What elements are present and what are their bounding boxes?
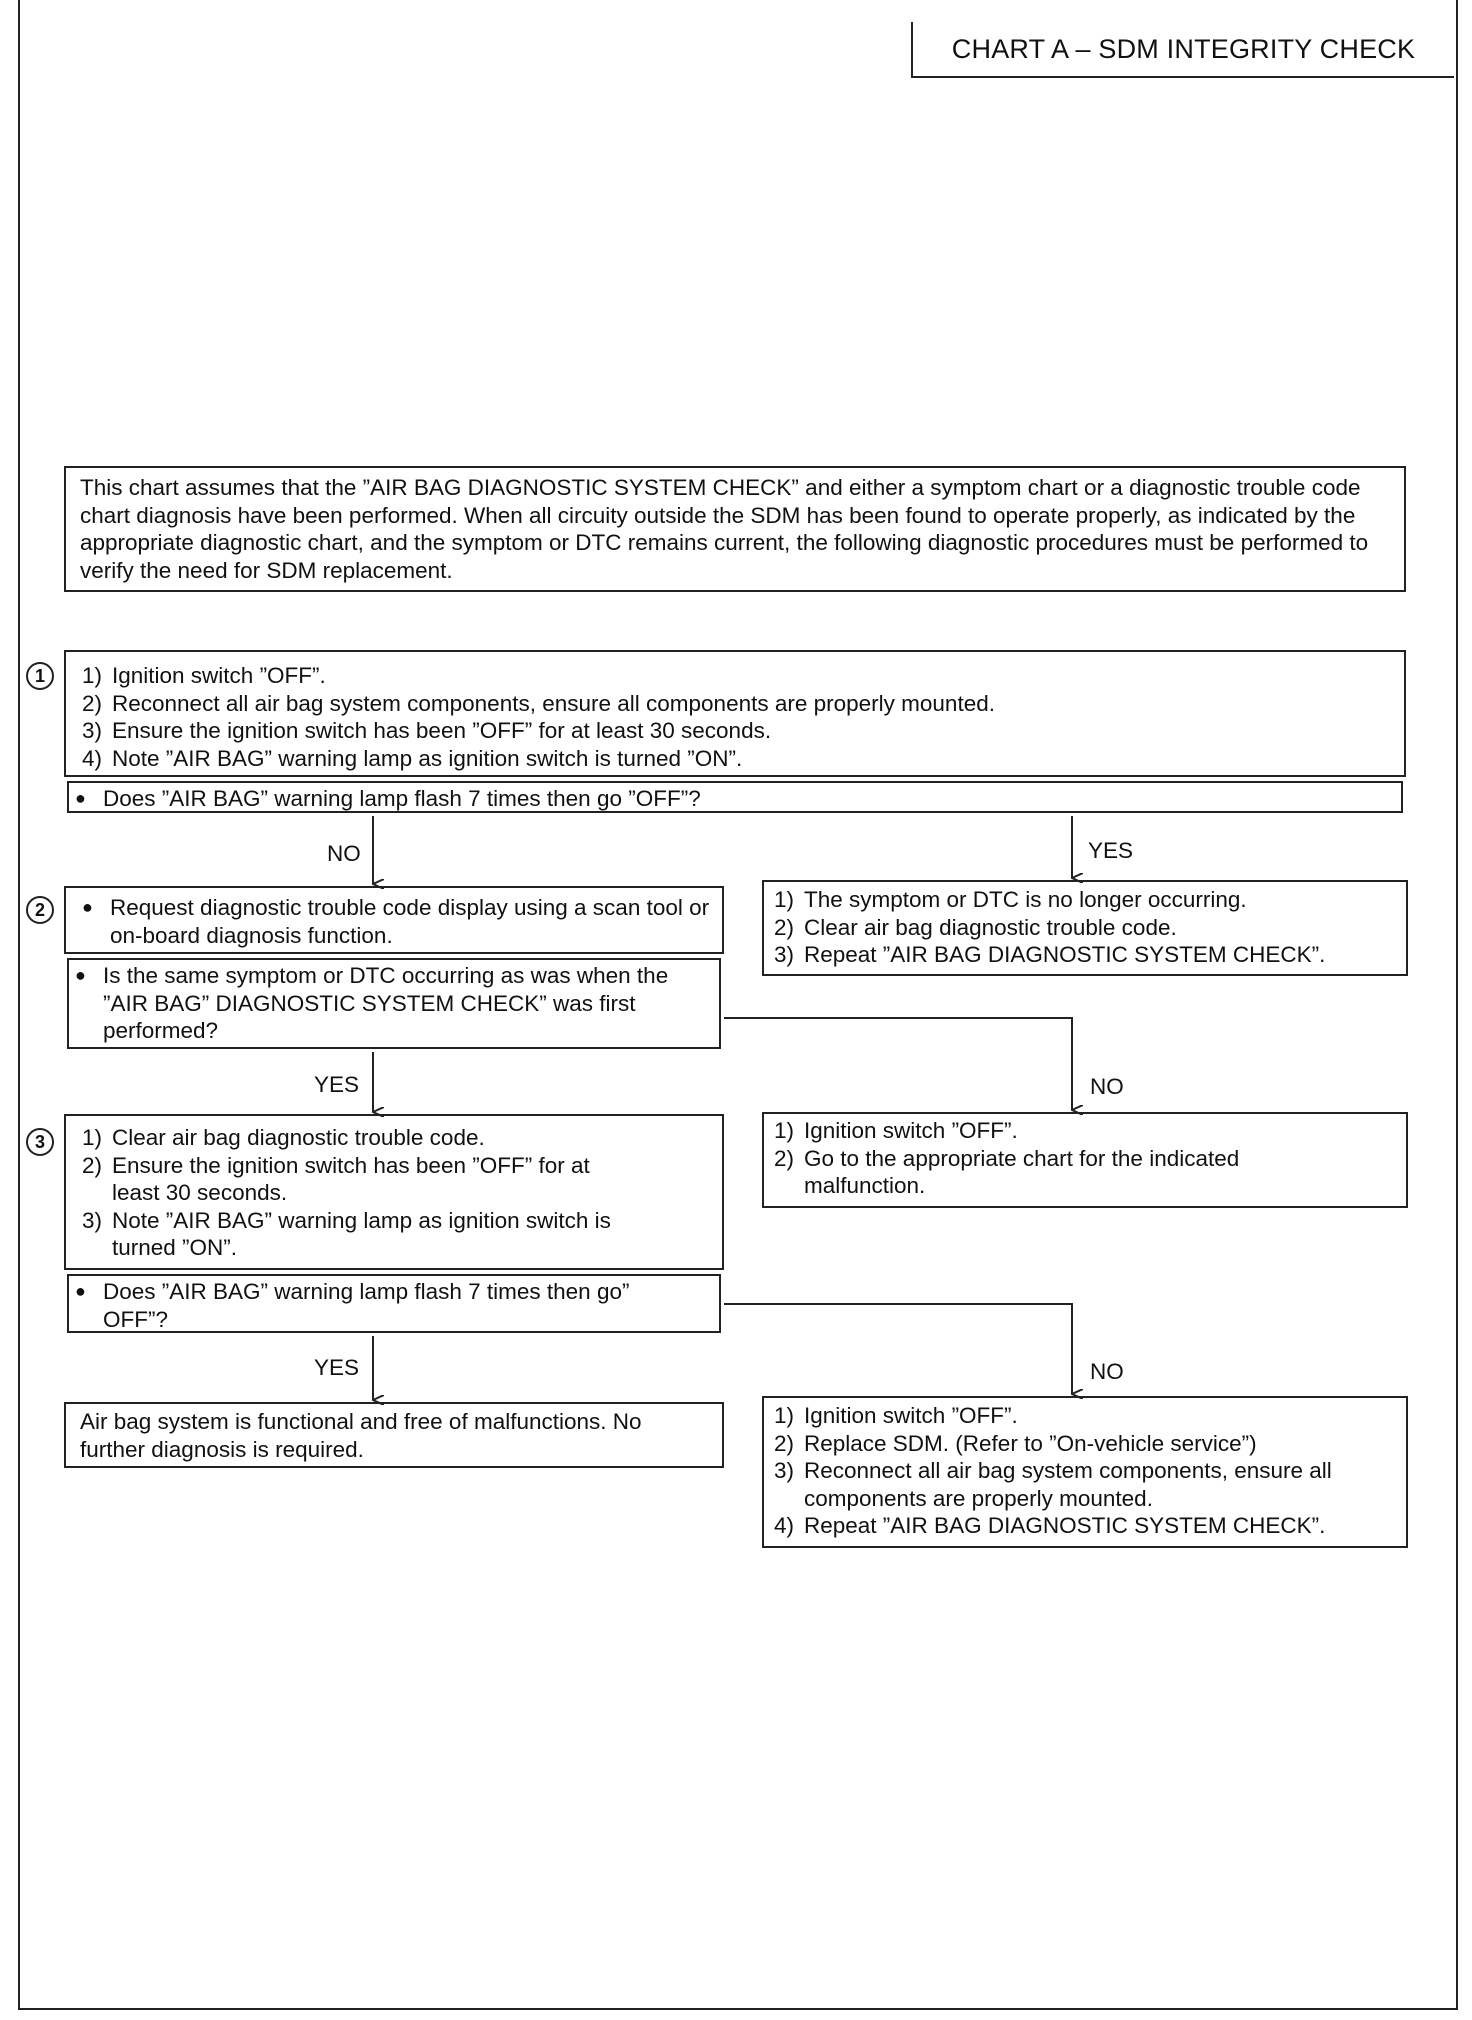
result-line: 1) Ignition switch ”OFF”. [774, 1403, 1018, 1428]
result-line: 2) Go to the appropriate chart for the indicated malfunction. [774, 1145, 1240, 1198]
step-3-no-label: NO [1090, 1359, 1124, 1384]
result-line: 3) Reconnect all air bag system components, ensure all components are properly mounted. [774, 1458, 1332, 1511]
step-1-line: 2) Reconnect all air bag system components, ensure all components are properly mounted. [82, 690, 995, 716]
intro-text: This chart assumes that the ”AIR BAG DIAGNOSTIC SYSTEM CHECK” and either a symptom chart or a diagnostic trouble code chart diagnosis have been performed. When all circuity outside the SDM has been found to operate properly, as indicated by the appropriate diagnostic chart, and the symptom or DTC remains current, the following diagnostic procedures must be performed to verify the need for SDM replacement. [80, 475, 1369, 583]
step-1-line: 1) Ignition switch ”OFF”. [82, 663, 326, 688]
step-2-no-label: NO [1090, 1074, 1124, 1099]
result-line: 2) Replace SDM. (Refer to ”On-vehicle service”) [774, 1430, 1257, 1456]
yes-3-result-text: Air bag system is functional and free of malfunctions. No further diagnosis is required. [80, 1409, 642, 1462]
step-2-number: 2 [26, 896, 54, 924]
step-1-question: Does ”AIR BAG” warning lamp flash 7 times then go ”OFF”? [103, 786, 701, 811]
step-1-line: 3) Ensure the ignition switch has been ”OFF” for at least 30 seconds. [82, 718, 772, 743]
result-line: 1) Ignition switch ”OFF”. [774, 1118, 1018, 1143]
bullet-icon: ● [82, 897, 93, 917]
bullet-icon: ● [75, 1281, 86, 1301]
step-3-number: 3 [26, 1128, 54, 1156]
step-1-line: 4) Note ”AIR BAG” warning lamp as ignition switch is turned ”ON”. [82, 745, 743, 771]
bullet-icon: ● [75, 788, 86, 808]
arrow-step3-no [724, 1304, 1072, 1394]
bullet-icon: ● [75, 965, 86, 985]
result-line: 2) Clear air bag diagnostic trouble code. [774, 914, 1177, 940]
step-1-number: 1 [26, 662, 54, 690]
step-2-yes-label: YES [314, 1072, 360, 1097]
step-3-line: 1) Clear air bag diagnostic trouble code. [82, 1125, 485, 1150]
step-2-action: Request diagnostic trouble code display using a scan tool or on-board diagnosis function. [110, 895, 710, 948]
step-3-line: 2) Ensure the ignition switch has been ”OFF” for at least 30 seconds. [82, 1152, 590, 1205]
result-line: 1) The symptom or DTC is no longer occurring. [774, 887, 1247, 912]
result-line: 3) Repeat ”AIR BAG DIAGNOSTIC SYSTEM CHECK”. [774, 942, 1326, 967]
arrow-step2-no [724, 1018, 1072, 1110]
step-2-question: Is the same symptom or DTC occurring as was when the ”AIR BAG” DIAGNOSTIC SYSTEM CHECK” was first performed? [103, 963, 669, 1043]
step-3-line: 3) Note ”AIR BAG” warning lamp as ignition switch is turned ”ON”. [82, 1207, 611, 1260]
chart-title: CHART A – SDM INTEGRITY CHECK [911, 22, 1454, 78]
step-3-question: Does ”AIR BAG” warning lamp flash 7 times then go” OFF”? [103, 1279, 630, 1332]
step-1-yes-label: YES [1088, 838, 1134, 863]
result-line: 4) Repeat ”AIR BAG DIAGNOSTIC SYSTEM CHECK”. [774, 1513, 1326, 1538]
step-3-yes-label: YES [314, 1355, 360, 1380]
step-1-no-label: NO [327, 841, 361, 866]
